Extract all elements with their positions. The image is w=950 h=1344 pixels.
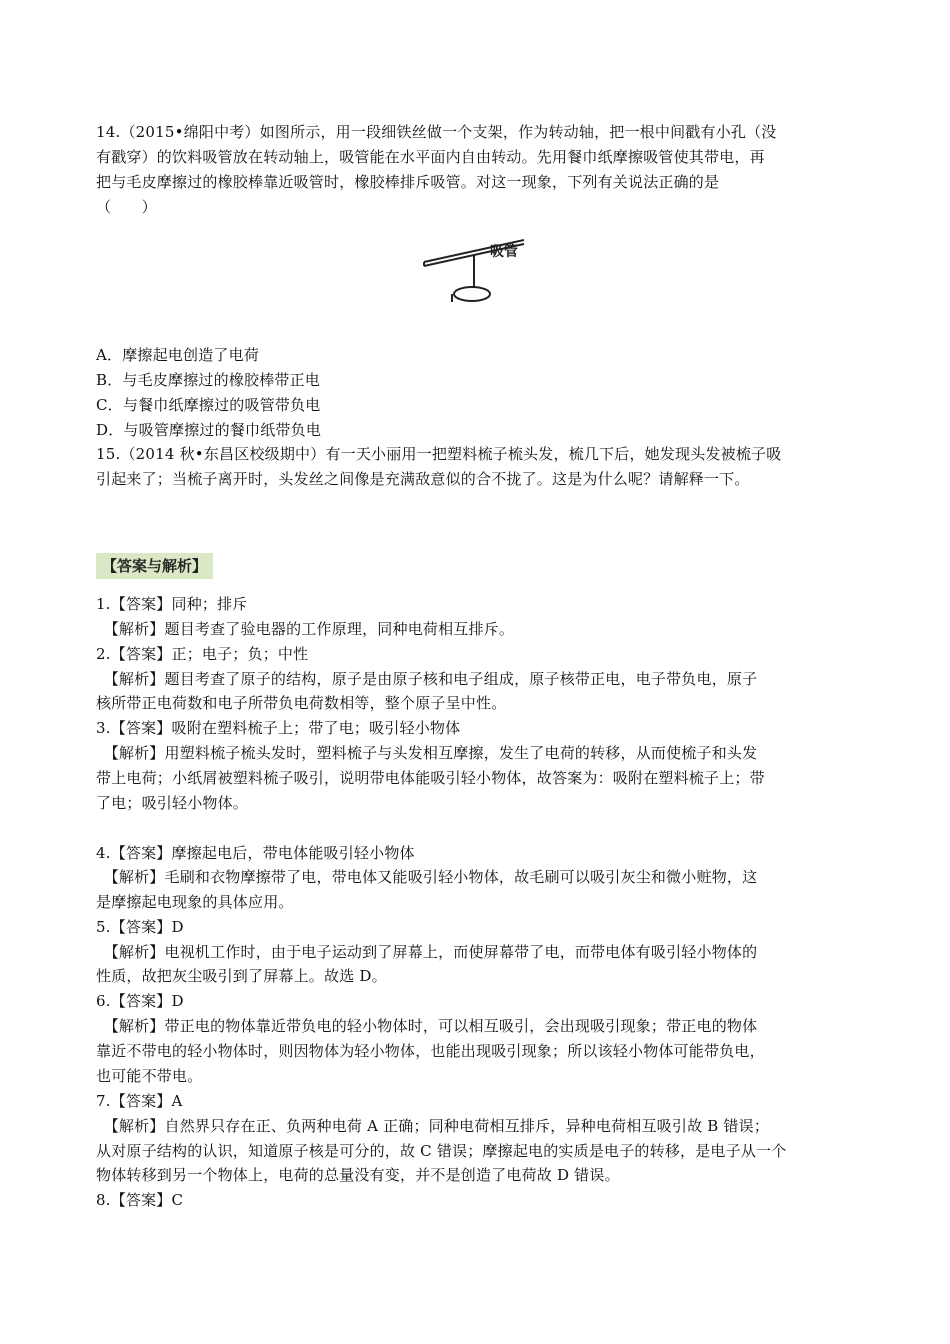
answer-line: 【解析】带正电的物体靠近带负电的轻小物体时，可以相互吸引，会出现吸引现象；带正电的物体 (96, 1017, 758, 1035)
answer-line: 是摩擦起电现象的具体应用。 (96, 893, 294, 911)
answer-line: 【解析】题目考查了验电器的工作原理，同种电荷相互排斥。 (96, 620, 515, 638)
q14-line-3: 把与毛皮摩擦过的橡胶棒靠近吸管时，橡胶棒排斥吸管。对这一现象，下列有关说法正确的是 (96, 173, 720, 191)
answer-line: 4.【答案】摩擦起电后，带电体能吸引轻小物体 (96, 844, 415, 862)
q14-option-c: C．与餐巾纸摩擦过的吸管带负电 (96, 396, 321, 414)
answer-line: 6.【答案】D (96, 992, 184, 1010)
answer-line: 1.【答案】同种；排斥 (96, 595, 248, 613)
straw-stand-figure (410, 232, 550, 312)
answer-line: 靠近不带电的轻小物体时，则因物体为轻小物体，也能出现吸引现象；所以该轻小物体可能带负电， (96, 1042, 765, 1060)
q14-option-a: A．摩擦起电创造了电荷 (96, 346, 260, 364)
answer-line: 3.【答案】吸附在塑料梳子上；带了电；吸引轻小物体 (96, 719, 461, 737)
answer-line: 也可能不带电。 (96, 1067, 203, 1085)
answer-line: 2.【答案】正；电子；负；中性 (96, 645, 309, 663)
answer-line: 带上电荷；小纸屑被塑料梳子吸引，说明带电体能吸引轻小物体，故答案为：吸附在塑料梳子上；带 (96, 769, 765, 787)
answer-line: 性质，故把灰尘吸引到了屏幕上。故选 D。 (96, 967, 387, 985)
answer-line: 物体转移到另一个物体上，电荷的总量没有变，并不是创造了电荷故 D 错误。 (96, 1166, 620, 1184)
q15-line-1: 15.（2014 秋•东昌区校级期中）有一天小丽用一把塑料梳子梳头发，梳几下后，她发现头发被梳子吸 (96, 445, 782, 463)
answer-line: 核所带正电荷数和电子所带负电荷数相等，整个原子呈中性。 (96, 694, 507, 712)
answer-line: 【解析】用塑料梳子梳头发时，塑料梳子与头发相互摩擦，发生了电荷的转移，从而使梳子和头发 (96, 744, 758, 762)
q14-line-1: 14.（2015•绵阳中考）如图所示，用一段细铁丝做一个支架，作为转动轴，把一根中间戳有小孔（没 (96, 123, 777, 141)
q14-option-b: B．与毛皮摩擦过的橡胶棒带正电 (96, 371, 321, 389)
answers-heading: 【答案与解析】 (96, 553, 213, 579)
q15-line-2: 引起来了；当梳子离开时，头发丝之间像是充满敌意似的合不拢了。这是为什么呢？请解释一下。 (96, 470, 750, 488)
answer-line: 【解析】毛刷和衣物摩擦带了电，带电体又能吸引轻小物体，故毛刷可以吸引灰尘和微小赃物，这 (96, 868, 758, 886)
answer-line: 5.【答案】D (96, 918, 184, 936)
q14-option-d: D．与吸管摩擦过的餐巾纸带负电 (96, 421, 322, 439)
answer-line: 8.【答案】C (96, 1191, 184, 1209)
answer-line: 【解析】题目考查了原子的结构，原子是由原子核和电子组成，原子核带正电，电子带负电，原子 (96, 670, 758, 688)
figure-label: 吸管 (490, 244, 518, 260)
q14-line-2: 有戳穿）的饮料吸管放在转动轴上，吸管能在水平面内自由转动。先用餐巾纸摩擦吸管使其带电，再 (96, 148, 765, 166)
answer-line: 7.【答案】A (96, 1092, 183, 1110)
answer-line: 了电；吸引轻小物体。 (96, 794, 249, 812)
answer-line: 【解析】电视机工作时，由于电子运动到了屏幕上，而使屏幕带了电，而带电体有吸引轻小物体的 (96, 943, 758, 961)
q14-line-4: （ ） (96, 198, 157, 216)
answer-line: 从对原子结构的认识，知道原子核是可分的，故 C 错误；摩擦起电的实质是电子的转移，是电子从一个 (96, 1142, 787, 1160)
answer-line: 【解析】自然界只存在正、负两种电荷 A 正确；同种电荷相互排斥，异种电荷相互吸引故 B 错误； (96, 1117, 770, 1135)
